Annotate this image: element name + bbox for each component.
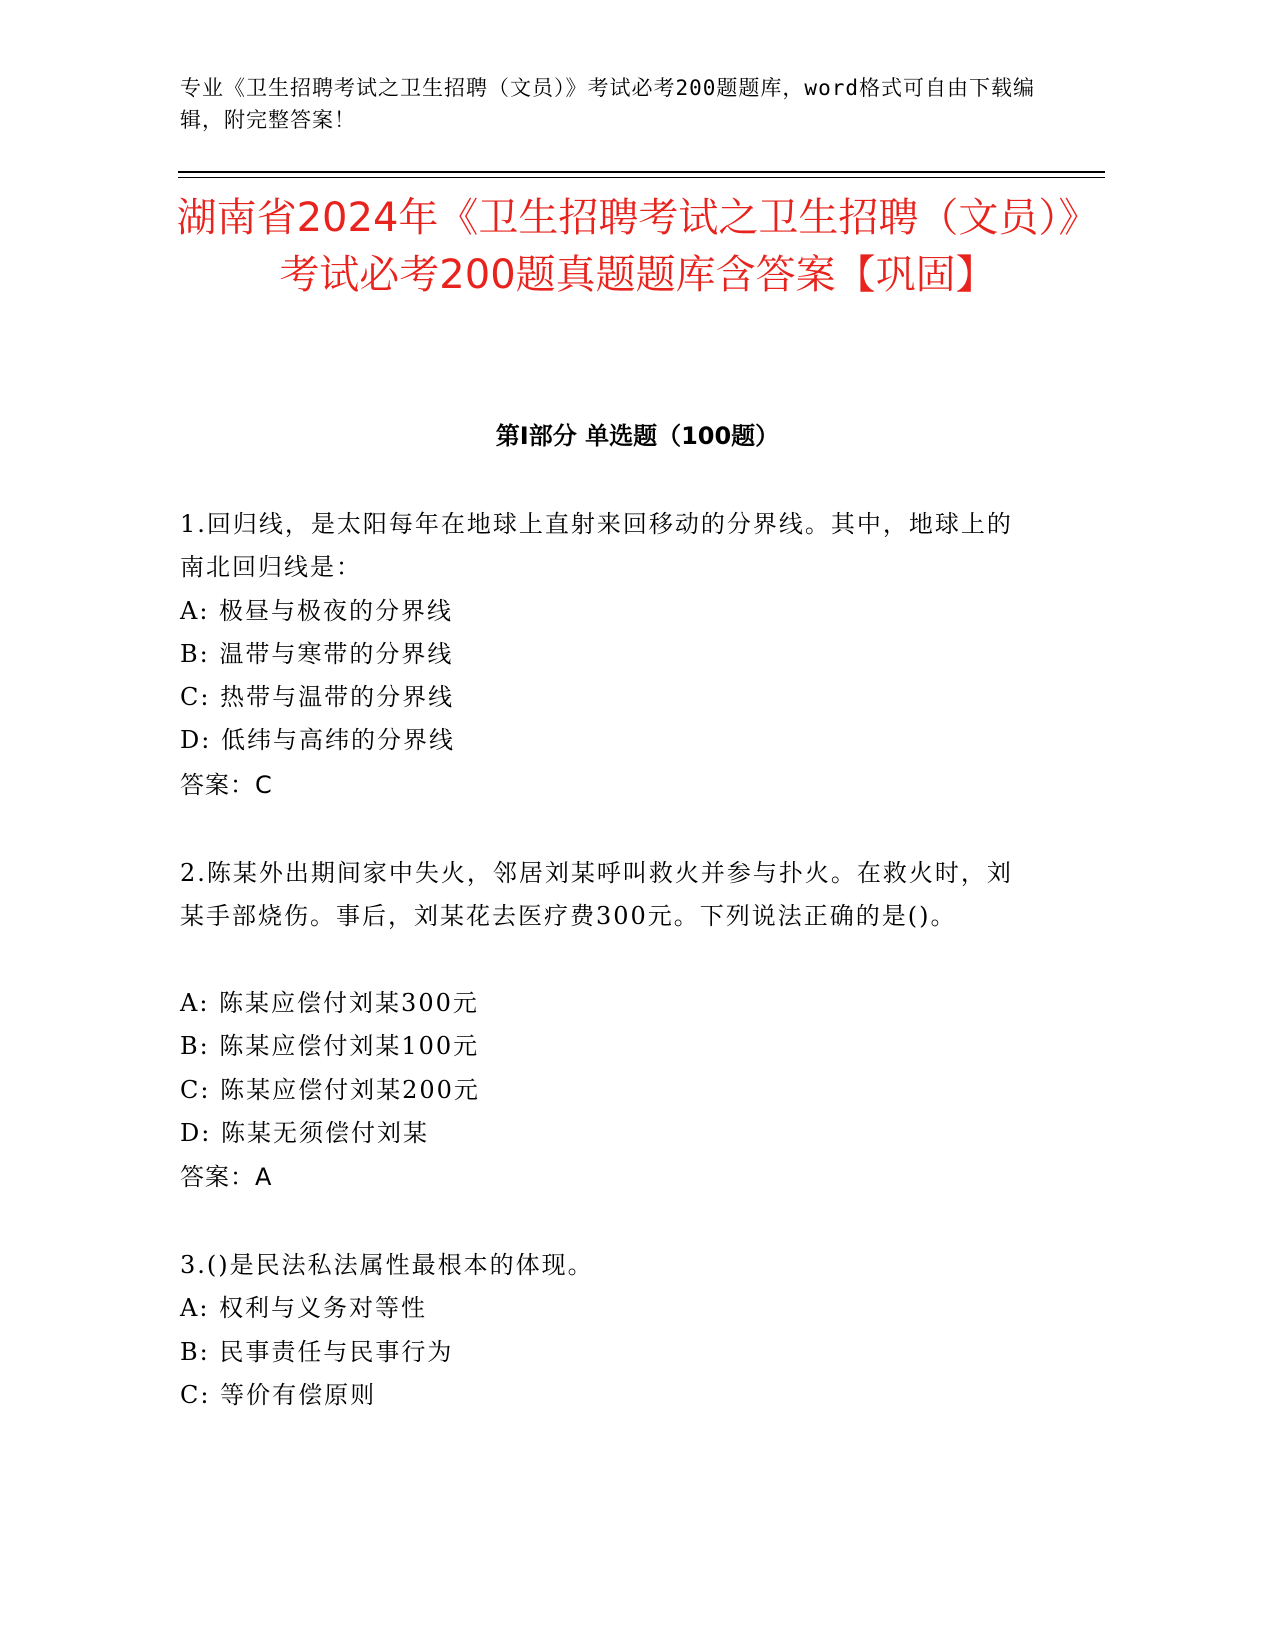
question-3-option-b: B: 民事责任与民事行为 (180, 1338, 454, 1366)
question-1-option-d: D: 低纬与高纬的分界线 (180, 726, 455, 754)
header-note: 专业《卫生招聘考试之卫生招聘（文员）》考试必考200题题库，word格式可自由下载编辑，附完整答案！ (180, 76, 1035, 132)
question-2-answer: 答案：A (180, 1163, 273, 1191)
question-3-stem: 3.()是民法私法属性最根本的体现。 (180, 1251, 594, 1279)
question-2-stem: 2.陈某外出期间家中失火，邻居刘某呼叫救火并参与扑火。在救火时，刘某手部烧伤。事后，刘某花去医疗费300元。下列说法正确的是()。 (180, 859, 1013, 930)
section-title: 第I部分 单选题（100题） (495, 422, 780, 450)
question-3-option-a: A: 权利与义务对等性 (180, 1294, 428, 1322)
question-1-option-a: A: 极昼与极夜的分界线 (180, 597, 454, 625)
question-1-option-b: B: 温带与寒带的分界线 (180, 640, 454, 668)
header-rule-thin (178, 177, 1105, 178)
question-3-option-c: C: 等价有偿原则 (180, 1381, 377, 1409)
document-title: 湖南省2024年《卫生招聘考试之卫生招聘（文员）》考试必考200题真题题库含答案【巩固】 (176, 195, 1099, 298)
question-1-stem: 1.回归线，是太阳每年在地球上直射来回移动的分界线。其中，地球上的南北回归线是： (180, 510, 1013, 581)
question-2-option-b: B: 陈某应偿付刘某100元 (180, 1032, 480, 1060)
question-2-option-c: C: 陈某应偿付刘某200元 (180, 1076, 480, 1104)
question-1-option-c: C: 热带与温带的分界线 (180, 683, 455, 711)
question-2-option-a: A: 陈某应偿付刘某300元 (180, 989, 479, 1017)
header-rule-thick (178, 171, 1105, 173)
question-2-option-d: D: 陈某无须偿付刘某 (180, 1119, 429, 1147)
question-1-answer: 答案：C (180, 771, 273, 799)
